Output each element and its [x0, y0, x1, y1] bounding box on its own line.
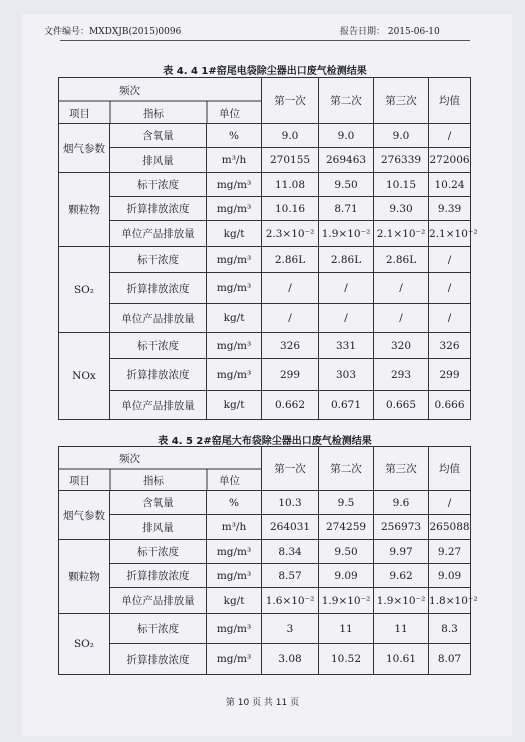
value-cell: / — [319, 304, 374, 333]
indicator-cell: 排风量 — [110, 148, 207, 173]
value-cell: 9.0 — [319, 124, 374, 148]
value-cell: 293 — [374, 359, 429, 391]
header-row — [59, 447, 471, 491]
table-row — [59, 304, 471, 333]
average-cell: / — [429, 247, 471, 273]
average-cell: 9.27 — [429, 540, 471, 564]
header-col-c1: 第一次 — [262, 447, 319, 491]
indicator-cell: 折算排放浓度 — [110, 564, 207, 588]
average-cell: 8.3 — [429, 614, 471, 644]
average-cell: 0.666 — [429, 391, 471, 420]
value-cell: / — [262, 273, 319, 304]
header-zhibiao: 指标 — [143, 475, 164, 487]
value-cell: 9.62 — [374, 564, 429, 588]
unit-cell: kg/t — [207, 221, 262, 247]
value-cell: 303 — [319, 359, 374, 391]
header-col-c3: 第三次 — [374, 78, 429, 124]
value-cell: 10.3 — [262, 491, 319, 515]
page-footer: 第 10 页 共 11 页 — [225, 698, 300, 708]
header-col-avg: 均值 — [429, 447, 471, 491]
value-cell: 2.86L — [374, 247, 429, 273]
group-label: 颗粒物 — [59, 540, 110, 614]
table1 — [58, 77, 478, 420]
table-row — [59, 614, 471, 644]
table-row — [59, 644, 471, 675]
value-cell: 10.15 — [374, 173, 429, 197]
value-cell: 1.9×10⁻² — [374, 588, 429, 614]
group-label: NOx — [59, 333, 110, 420]
header-col-c2: 第二次 — [319, 78, 374, 124]
unit-cell: m³/h — [207, 515, 262, 540]
value-cell: 10.61 — [374, 644, 429, 675]
indicator-cell: 标干浓度 — [110, 540, 207, 564]
header-row — [59, 78, 471, 124]
table-row — [59, 247, 471, 273]
unit-cell: % — [207, 491, 262, 515]
value-cell: / — [319, 273, 374, 304]
unit-cell: kg/t — [207, 304, 262, 333]
table-row — [59, 124, 471, 148]
value-cell: 274259 — [319, 515, 374, 540]
value-cell: 9.5 — [319, 491, 374, 515]
value-cell: 1.6×10⁻² — [262, 588, 319, 614]
table1-caption: 表 4. 4 1#窑尾电袋除尘器出口废气检测结果 — [163, 66, 367, 77]
unit-cell: mg/m³ — [207, 540, 262, 564]
unit-cell: % — [207, 124, 262, 148]
value-cell: 8.71 — [319, 197, 374, 221]
value-cell: / — [374, 304, 429, 333]
table2-caption: 表 4. 5 2#窑尾大布袋除尘器出口废气检测结果 — [158, 436, 372, 447]
unit-cell: mg/m³ — [207, 197, 262, 221]
value-cell: 9.6 — [374, 491, 429, 515]
indicator-cell: 含氧量 — [110, 491, 207, 515]
indicator-cell: 折算排放浓度 — [110, 359, 207, 391]
value-cell: 256973 — [374, 515, 429, 540]
table-row — [59, 515, 471, 540]
header-danwei: 单位 — [219, 107, 240, 120]
average-cell: / — [429, 124, 471, 148]
value-cell: 1.9×10⁻² — [319, 221, 374, 247]
value-cell: 270155 — [262, 148, 319, 173]
value-cell: 0.662 — [262, 391, 319, 420]
average-cell: 265088 — [429, 515, 471, 540]
unit-cell: m³/h — [207, 148, 262, 173]
average-cell: 272006 — [429, 148, 471, 173]
value-cell: 11.08 — [262, 173, 319, 197]
value-cell: 0.671 — [319, 391, 374, 420]
value-cell: 11 — [319, 614, 374, 644]
average-cell: 9.39 — [429, 197, 471, 221]
header-xiangmu: 项目 — [69, 107, 90, 120]
header-col-c1: 第一次 — [262, 78, 319, 124]
header-zhibiao: 指标 — [143, 107, 164, 120]
value-cell: 0.665 — [374, 391, 429, 420]
table-row — [59, 173, 471, 197]
table-row — [59, 588, 471, 614]
value-cell: 9.50 — [319, 540, 374, 564]
value-cell: 9.09 — [319, 564, 374, 588]
value-cell: 3 — [262, 614, 319, 644]
header-col-c2: 第二次 — [319, 447, 374, 491]
indicator-cell: 折算排放浓度 — [110, 644, 207, 675]
header-pinci: 频次 — [119, 84, 140, 97]
value-cell: 11 — [374, 614, 429, 644]
unit-cell: kg/t — [207, 588, 262, 614]
unit-cell: mg/m³ — [207, 173, 262, 197]
table-row — [59, 391, 471, 420]
indicator-cell: 折算排放浓度 — [110, 273, 207, 304]
average-cell: 1.8×10⁻² — [429, 588, 471, 614]
table-row — [59, 148, 471, 173]
table-row — [59, 273, 471, 304]
unit-cell: mg/m³ — [207, 359, 262, 391]
unit-cell: mg/m³ — [207, 333, 262, 359]
indicator-cell: 单位产品排放量 — [110, 391, 207, 420]
value-cell: 9.0 — [262, 124, 319, 148]
indicator-cell: 排风量 — [110, 515, 207, 540]
indicator-cell: 标干浓度 — [110, 614, 207, 644]
unit-cell: mg/m³ — [207, 644, 262, 675]
value-cell: 9.30 — [374, 197, 429, 221]
indicator-cell: 单位产品排放量 — [110, 304, 207, 333]
value-cell: 299 — [262, 359, 319, 391]
average-cell: 326 — [429, 333, 471, 359]
value-cell: 1.9×10⁻² — [319, 588, 374, 614]
average-cell: 2.1×10⁻² — [429, 221, 471, 247]
average-cell: / — [429, 491, 471, 515]
group-label: 烟气参数 — [59, 491, 110, 540]
average-cell: / — [429, 273, 471, 304]
table-row — [59, 359, 471, 391]
value-cell: 10.52 — [319, 644, 374, 675]
indicator-cell: 标干浓度 — [110, 247, 207, 273]
report-date: 报告日期： 2015-06-10 — [340, 27, 440, 37]
diagonal-header-cell — [59, 78, 262, 124]
table-row — [59, 333, 471, 359]
indicator-cell: 标干浓度 — [110, 173, 207, 197]
unit-cell: mg/m³ — [207, 273, 262, 304]
average-cell: / — [429, 304, 471, 333]
indicator-cell: 单位产品排放量 — [110, 221, 207, 247]
table-row — [59, 221, 471, 247]
value-cell: 326 — [262, 333, 319, 359]
table-row — [59, 491, 471, 515]
value-cell: 264031 — [262, 515, 319, 540]
unit-cell: mg/m³ — [207, 614, 262, 644]
header-pinci: 频次 — [119, 453, 140, 465]
file-number: 文件编号：MXDXJB(2015)0096 — [44, 27, 182, 37]
group-label: 烟气参数 — [59, 124, 110, 173]
diagonal-header-cell — [59, 447, 262, 491]
value-cell: 2.86L — [262, 247, 319, 273]
table-row — [59, 540, 471, 564]
value-cell: 8.34 — [262, 540, 319, 564]
table-row — [59, 564, 471, 588]
value-cell: / — [262, 304, 319, 333]
group-label: 颗粒物 — [59, 173, 110, 247]
average-cell: 299 — [429, 359, 471, 391]
value-cell: 9.97 — [374, 540, 429, 564]
value-cell: / — [374, 273, 429, 304]
table-row — [59, 197, 471, 221]
indicator-cell: 含氧量 — [110, 124, 207, 148]
header-col-avg: 均值 — [429, 78, 471, 124]
value-cell: 2.3×10⁻² — [262, 221, 319, 247]
header-rule — [60, 40, 470, 41]
table2 — [58, 446, 478, 675]
value-cell: 9.50 — [319, 173, 374, 197]
indicator-cell: 单位产品排放量 — [110, 588, 207, 614]
value-cell: 9.0 — [374, 124, 429, 148]
group-label: SO₂ — [59, 247, 110, 333]
value-cell: 2.86L — [319, 247, 374, 273]
unit-cell: mg/m³ — [207, 247, 262, 273]
value-cell: 3.08 — [262, 644, 319, 675]
average-cell: 10.24 — [429, 173, 471, 197]
unit-cell: mg/m³ — [207, 564, 262, 588]
value-cell: 2.1×10⁻² — [374, 221, 429, 247]
value-cell: 276339 — [374, 148, 429, 173]
group-label: SO₂ — [59, 614, 110, 675]
value-cell: 10.16 — [262, 197, 319, 221]
value-cell: 269463 — [319, 148, 374, 173]
header-col-c3: 第三次 — [374, 447, 429, 491]
unit-cell: kg/t — [207, 391, 262, 420]
value-cell: 8.57 — [262, 564, 319, 588]
average-cell: 9.09 — [429, 564, 471, 588]
value-cell: 331 — [319, 333, 374, 359]
indicator-cell: 折算排放浓度 — [110, 197, 207, 221]
header-danwei: 单位 — [219, 475, 240, 487]
average-cell: 8.07 — [429, 644, 471, 675]
value-cell: 320 — [374, 333, 429, 359]
indicator-cell: 标干浓度 — [110, 333, 207, 359]
header-xiangmu: 项目 — [69, 475, 90, 487]
